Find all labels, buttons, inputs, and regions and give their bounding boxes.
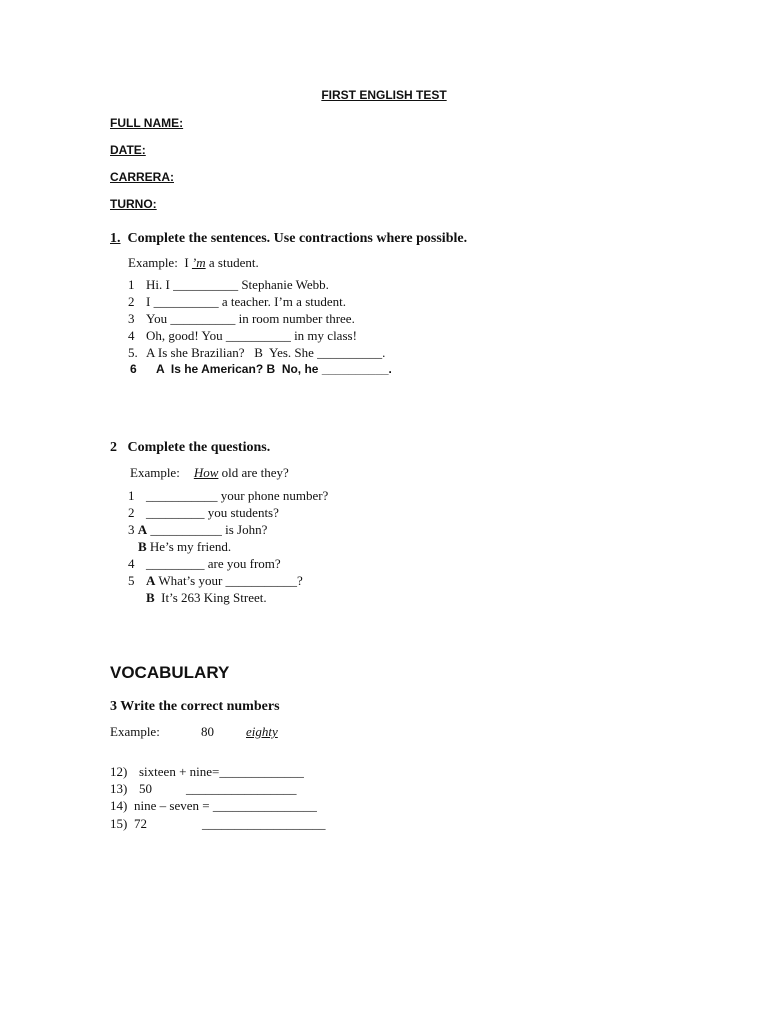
section3-example [110,725,278,738]
turno-label: TURNO: [110,197,157,211]
speaker-label: B [138,539,147,554]
item-text: ___________ is John? [147,522,268,537]
list-item [128,523,267,536]
list-item [110,817,326,830]
item-text: sixteen + nine=_____________ [139,764,304,779]
item-text: I __________ a teacher. I’m a student. [146,294,346,309]
item-number: 14) [110,798,128,813]
list-item [128,278,329,291]
answer-blank: _________________ [186,781,297,796]
item-number: 5. [128,345,138,360]
list-item [130,363,392,375]
list-item [128,557,281,570]
section1-instruction: Complete the sentences. Use contractions where possible. [127,231,468,246]
example-answer: ’m [191,255,206,270]
speaker-label: B [146,590,155,605]
section2-number: 2 [110,440,117,455]
section1-example [128,256,259,269]
item-number: 2 [128,294,135,309]
list-item [110,765,304,778]
item-number: 4 [128,328,135,343]
list-item [128,506,279,519]
example-label: Example: [110,724,160,739]
example-word: eighty [246,724,278,739]
item-text: nine – seven = ________________ [134,798,317,813]
full-name-label: FULL NAME: [110,116,184,130]
section2-instruction: Complete the questions. [127,440,271,455]
list-item [110,782,297,795]
example-label: Example: [128,255,178,270]
list-item [128,574,303,587]
list-item [128,329,357,342]
item-number: 1 [128,277,135,292]
item-number: 12) [110,764,128,779]
list-item [146,591,267,604]
item-text: Hi. I __________ Stephanie Webb. [146,277,329,292]
item-text: 72 [134,816,147,831]
example-answer: How [193,465,219,480]
item-number: 6 [130,362,137,376]
item-text: _________ you students? [146,505,279,520]
item-text: ___________ your phone number? [146,488,329,503]
item-text: _________ are you from? [146,556,281,571]
section1-heading [110,232,467,246]
list-item [128,312,355,325]
item-text: You __________ in room number three. [146,311,355,326]
item-number: 1 [128,488,135,503]
item-text: It’s 263 King Street. [154,590,267,605]
example-after: a student. [205,255,259,270]
item-number: 3 [128,311,135,326]
example-number: 80 [201,724,214,739]
item-number: 15) [110,816,128,831]
item-text: 50 [139,781,152,796]
example-label: Example: [130,465,180,480]
item-text: He’s my friend. [146,539,232,554]
item-number: 3 [128,522,135,537]
list-item [138,540,231,553]
section1-number: 1. [110,231,121,246]
item-number: 13) [110,781,128,796]
list-item [128,295,346,308]
item-number: 4 [128,556,135,571]
section2-example [130,466,289,479]
speaker-label: A [137,522,148,537]
list-item [128,346,385,359]
item-text: Oh, good! You __________ in my class! [146,328,357,343]
carrera-label: CARRERA: [110,170,174,184]
section2-heading [110,441,270,455]
item-text: A Is he American? B No, he __________. [156,362,392,376]
vocabulary-heading: VOCABULARY [110,663,230,682]
item-text: A Is she Brazilian? B Yes. She __________. [146,345,386,360]
section3-heading: 3 Write the correct numbers [110,699,280,714]
page-title: FIRST ENGLISH TEST [321,88,447,102]
item-text: What’s your ___________? [155,573,303,588]
item-number: 2 [128,505,135,520]
list-item [128,489,328,502]
answer-blank: ___________________ [202,816,326,831]
example-after: old are they? [218,465,289,480]
date-label: DATE: [110,143,146,157]
example-before: I [184,255,192,270]
item-number: 5 [128,573,135,588]
speaker-label: A [146,573,156,588]
list-item [110,799,317,812]
